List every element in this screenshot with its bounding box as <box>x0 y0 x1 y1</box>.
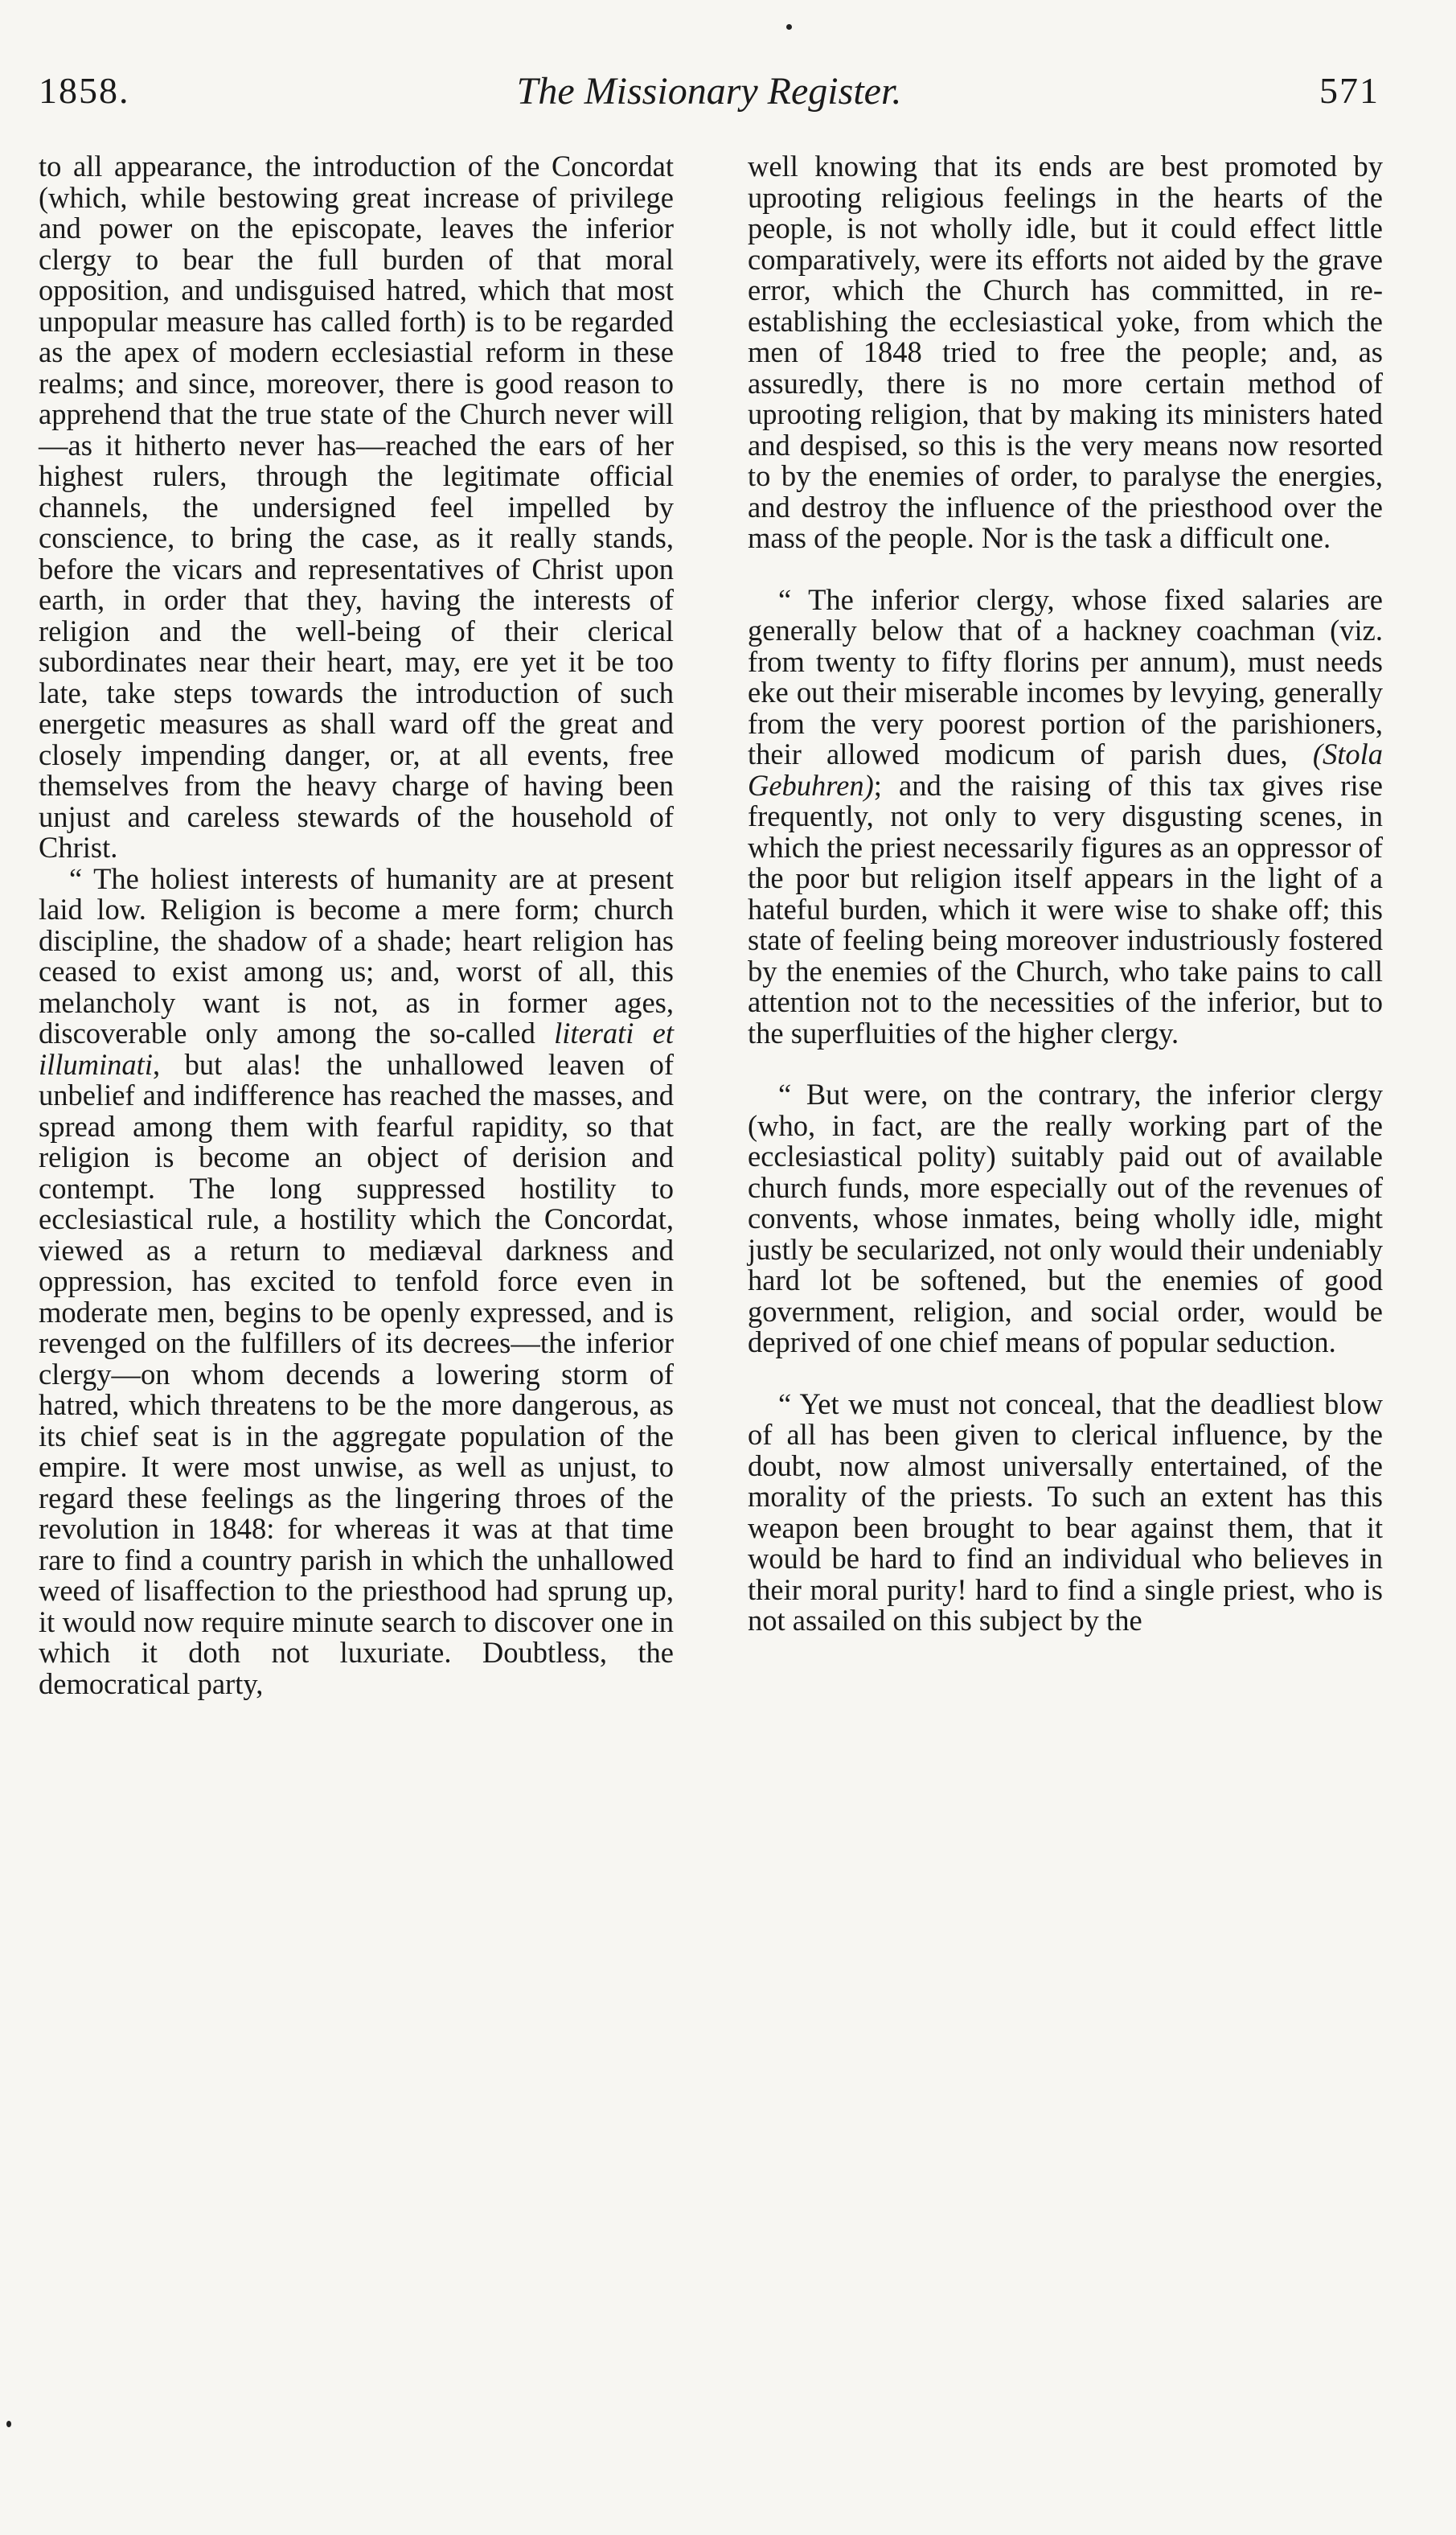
text-run: “ The holiest interests of humanity are at present laid low. Religion is become a mere form; church discipline, the shadow of a shade; heart religion has ceased to exist among us; and, worst of all, this melancholy want is not, as in former ages, discoverable only among the so-called <box>39 861 674 1050</box>
paragraph: “ But were, on the contrary, the inferior clergy (who, in fact, are the really working part of the ecclesiastical polity) suitably paid out of available church funds, more especially out of the revenues of convents, whose inmates, being wholly idle, might justly be secularized, not only would their undeniably hard lot be softened, but the enemies of good government, religion, and social order, would be deprived of one chief means of popular seduction. <box>748 1078 1383 1358</box>
text-run: , but alas! the unhallowed leaven of unbelief and indifference has reached the masses, and spread among them with fearful rapidity, so that religion is become an object of derision and contempt. The long suppressed hostility to ecclesiastical rule, a hostility which the Concordat, viewed as a return to mediæval darkness and oppression, has excited to tenfold force even in moderate men, begins to be openly expressed, and is revenged on the fulfillers of its decrees—the inferior clergy—on whom decends a lowering storm of hatred, which threatens to be the more dangerous, as its chief seat is in the aggregate population of the empire. It were most unwise, as well as unjust, to regard these feelings as the lingering throes of the revolution in 1848: for whereas it was at that time rare to find a country parish in which the unhallowed weed of lisaffection to the priesthood had sprung up, it would now require minute search to discover one in which it doth not luxuriate. Doubtless, the democratical party, <box>39 1047 674 1700</box>
left-column <box>39 151 674 1699</box>
paragraph <box>748 582 1383 1050</box>
running-header <box>39 69 1380 134</box>
paragraph: well knowing that its ends are best promoted by uprooting religious feelings in the hearts of the people, is not wholly idle, but it could effect little comparatively, were its efforts not aided by the grave error, which the Church has committed, in re-establishing the ecclesiastical yoke, from which the men of 1848 tried to free the people; and, as assuredly, there is no more certain method of uprooting religion, that by making its ministers hated and despised, so this is the very means now resorted to by the enemies of order, to paralyse the energies, and destroy the influence of the priesthood over the mass of the people. Nor is the task a difficult one. <box>748 150 1383 554</box>
paragraph <box>39 861 674 1700</box>
text-run: “ The inferior clergy, whose fixed salaries are generally below that of a hackney coachman (viz. from twenty to fifty florins per annum), must needs eke out their miserable incomes by levying, generally from the very poorest portion of the parishioners, their allowed modicum of parish dues, <box>748 582 1383 770</box>
text-run: ; and the raising of this tax gives rise frequently, not only to very disgusting scenes, in which the priest necessarily figures as an oppressor of the poor but religion itself appears in the light of a hateful burden, which it were wise to shake off; this state of feeling being moreover industriously fostered by the enemies of the Church, who take pains to call attention not to the necessities of the inferior, but to the superfluities of the higher clergy. <box>748 768 1383 1050</box>
header-year: 1858. <box>39 70 130 111</box>
paragraph: “ Yet we must not conceal, that the deadliest blow of all has been given to clerical influence, by the doubt, now almost universally entertained, of the morality of the priests. To such an extent has this weapon been brought to bear against them, that it would be hard to find an individual who believes in their moral purity! hard to find a single priest, who is not assailed on this subject by the <box>748 1387 1383 1637</box>
paragraph: to all appearance, the introduction of the Concordat (which, while bestowing great increase of privilege and power on the episcopate, leaves the inferior clergy to bear the full burden of that moral opposition, and undisguised hatred, which that most unpopular measure has called forth) is to be regarded as the apex of modern ecclesiastial reform in these realms; and since, moreover, there is good reason to apprehend that the true state of the Church never will—as it hitherto never has—reached the ears of her highest rulers, through the legitimate official channels, the undersigned feel impelled by conscience, to bring the case, as it really stands, before the vicars and representatives of Christ upon earth, in order that they, having the interests of religion and the well-being of their clerical subordinates near their heart, may, ere yet it be too late, take steps towards the introduction of such energetic measures as shall ward off the great and closely impending danger, or, at all events, free themselves from the heavy charge of having been unjust and careless stewards of the household of Christ. <box>39 150 674 864</box>
ink-speck <box>786 24 792 30</box>
italic-phrase: (Stola Gebuhren) <box>748 737 1383 802</box>
right-column <box>748 151 1383 1637</box>
italic-phrase: literati et illuminati <box>39 1017 674 1081</box>
page-number: 571 <box>1319 70 1380 111</box>
ink-speck <box>6 2421 11 2427</box>
header-title: The Missionary Register. <box>516 70 902 113</box>
